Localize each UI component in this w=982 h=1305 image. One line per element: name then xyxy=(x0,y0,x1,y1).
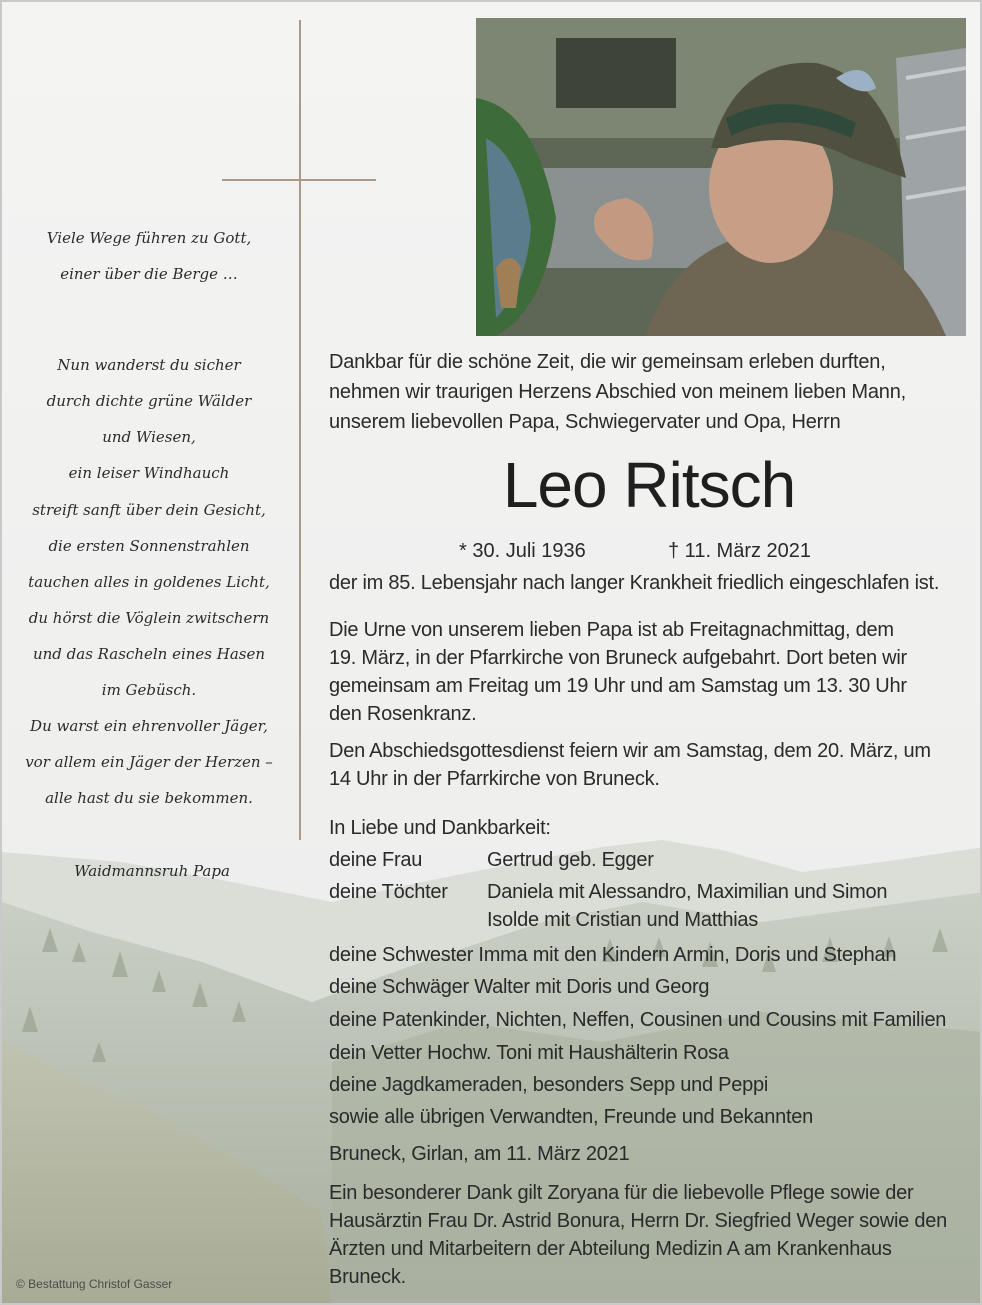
urn-line: 19. März, in der Pfarrkirche von Bruneck aufgebahrt. Dort beten wir xyxy=(329,647,907,669)
deceased-name: Leo Ritsch xyxy=(502,449,796,521)
service-line: Den Abschiedsgottesdienst feiern wir am Samstag, dem 20. März, um xyxy=(329,740,931,762)
poem-line: im Gebüsch. xyxy=(101,681,197,700)
poem-line: durch dichte grüne Wälder xyxy=(46,392,252,411)
urn-line: den Rosenkranz. xyxy=(329,703,477,725)
thanks-line: Bruneck. xyxy=(329,1266,406,1288)
intro-text xyxy=(329,347,969,437)
thanks-line: Hausärztin Frau Dr. Astrid Bonura, Herrn Dr. Siegfried Weger sowie den xyxy=(329,1210,947,1232)
mourner-sister: deine Schwester Imma mit den Kindern Armin, Doris und Stephan xyxy=(329,944,897,966)
mourner-daughters xyxy=(329,878,887,906)
mourner-cousin: dein Vetter Hochw. Toni mit Haushälterin Rosa xyxy=(329,1042,729,1064)
poem-line: und Wiesen, xyxy=(102,428,196,447)
death-date: † 11. März 2021 xyxy=(668,540,812,562)
poem-line: einer über die Berge … xyxy=(60,265,238,284)
mourner-value: Isolde mit Cristian und Matthias xyxy=(487,909,759,931)
copyright-notice: © Bestattung Christof Gasser xyxy=(16,1277,173,1291)
mourner-value: Gertrud geb. Egger xyxy=(487,849,654,871)
poem-signature: Waidmannsruh Papa xyxy=(74,862,230,880)
place-date: Bruneck, Girlan, am 11. März 2021 xyxy=(329,1143,630,1165)
intro-line: unserem liebevollen Papa, Schwiegervater und Opa, Herrn xyxy=(329,411,841,433)
poem-line: alle hast du sie bekommen. xyxy=(45,789,253,808)
poem-line: ein leiser Windhauch xyxy=(68,464,230,483)
intro-line: Dankbar für die schöne Zeit, die wir gemeinsam erleben durften, xyxy=(329,351,886,373)
cross-vertical-bar xyxy=(299,20,301,840)
urn-line: Die Urne von unserem lieben Papa ist ab Freitagnachmittag, dem xyxy=(329,619,894,641)
passing-text xyxy=(329,569,969,597)
poem-line: Nun wanderst du sicher xyxy=(57,356,241,375)
thanks-paragraph xyxy=(329,1179,969,1291)
portrait-photo xyxy=(476,18,966,336)
mourners-intro: In Liebe und Dankbarkeit: xyxy=(329,817,551,839)
mourner-value: Daniela mit Alessandro, Maximilian und Simon xyxy=(487,881,888,903)
passing-line: der im 85. Lebensjahr nach langer Krankheit friedlich eingeschlafen ist. xyxy=(329,572,940,594)
poem-line: die ersten Sonnenstrahlen xyxy=(48,536,250,555)
mourner-brothers-in-law: deine Schwäger Walter mit Doris und Georg xyxy=(329,976,710,998)
urn-line: gemeinsam am Freitag um 19 Uhr und am Samstag um 13. 30 Uhr xyxy=(329,675,907,697)
mourner-label: deine Frau xyxy=(329,849,423,871)
thanks-line: Ein besonderer Dank gilt Zoryana für die liebevolle Pflege sowie der xyxy=(329,1182,914,1204)
mourner-wife xyxy=(329,846,654,874)
mourner-hunting-friends: deine Jagdkameraden, besonders Sepp und Peppi xyxy=(329,1074,769,1096)
poem-line: Du warst ein ehrenvoller Jäger, xyxy=(30,717,268,736)
birth-date: * 30. Juli 1936 xyxy=(459,540,586,562)
service-line: 14 Uhr in der Pfarrkirche von Bruneck. xyxy=(329,768,660,790)
thanks-line: Ärzten und Mitarbeitern der Abteilung Medizin A am Krankenhaus xyxy=(329,1238,892,1260)
mourner-label: deine Töchter xyxy=(329,881,448,903)
mourner-relatives: sowie alle übrigen Verwandten, Freunde und Bekannten xyxy=(329,1106,814,1128)
poem-line: und das Rascheln eines Hasen xyxy=(32,644,266,663)
mourner-daughters-2 xyxy=(329,906,758,934)
poem xyxy=(10,220,288,816)
poem-line: vor allem ein Jäger der Herzen – xyxy=(25,753,273,772)
service-paragraph xyxy=(329,737,969,793)
poem-line: tauchen alles in goldenes Licht, xyxy=(28,572,270,591)
mourner-godchildren: deine Patenkinder, Nichten, Neffen, Cousinen und Cousins mit Familien xyxy=(329,1009,947,1031)
intro-line: nehmen wir traurigen Herzens Abschied von meinem lieben Mann, xyxy=(329,381,906,403)
poem-line: Viele Wege führen zu Gott, xyxy=(46,229,252,247)
poem-line: du hörst die Vöglein zwitschern xyxy=(28,608,270,627)
poem-line: streift sanft über dein Gesicht, xyxy=(32,500,266,519)
cross-horizontal-bar xyxy=(222,179,376,181)
urn-paragraph xyxy=(329,616,969,728)
